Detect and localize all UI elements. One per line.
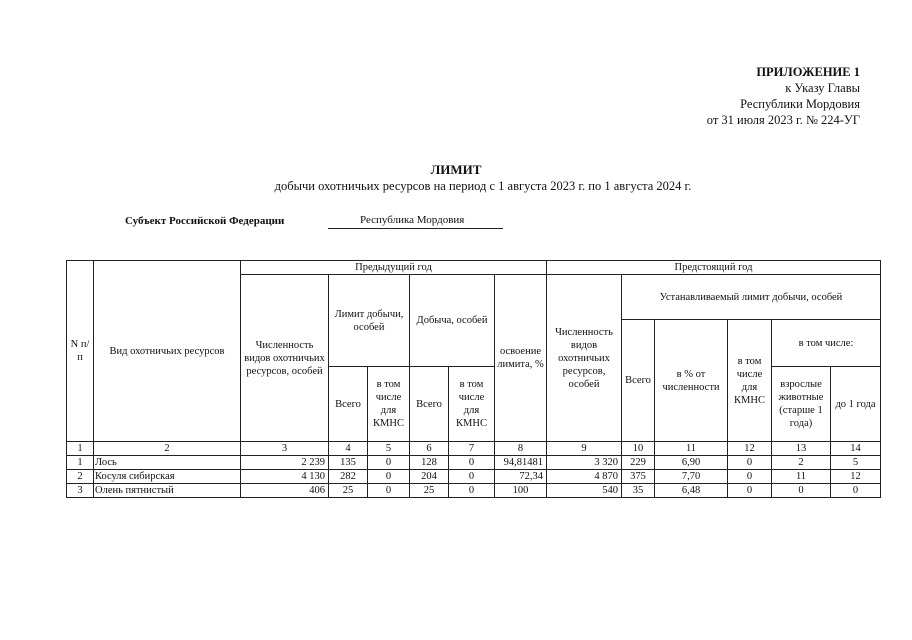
header-harvest-total: Всего bbox=[410, 367, 449, 442]
cell-harvest-kmns: 0 bbox=[449, 456, 495, 470]
header-population-prev: Численность видов охотничьих ресурсов, особей bbox=[241, 275, 329, 442]
header-harvest-kmns: в том числе для КМНС bbox=[449, 367, 495, 442]
cell-limit-total: 135 bbox=[329, 456, 368, 470]
cell-num: 1 bbox=[67, 456, 94, 470]
document-title: ЛИМИТ bbox=[430, 162, 482, 177]
table-row bbox=[67, 456, 881, 470]
cell-usage: 94,81481 bbox=[495, 456, 547, 470]
column-number: 7 bbox=[449, 442, 495, 456]
cell-usage: 72,34 bbox=[495, 470, 547, 484]
cell-species: Косуля сибирская bbox=[94, 470, 241, 484]
table-row bbox=[67, 484, 881, 498]
appendix-line-3: Республики Мордовия bbox=[740, 97, 860, 111]
appendix-line-2: к Указу Главы bbox=[785, 81, 860, 95]
table-row bbox=[67, 470, 881, 484]
column-number: 11 bbox=[655, 442, 728, 456]
cell-adults: 2 bbox=[772, 456, 831, 470]
column-number: 12 bbox=[728, 442, 772, 456]
column-number: 9 bbox=[547, 442, 622, 456]
header-adults: взрослые животные (старше 1 года) bbox=[772, 367, 831, 442]
cell-under1: 0 bbox=[831, 484, 881, 498]
cell-population: 406 bbox=[241, 484, 329, 498]
header-under1: до 1 года bbox=[831, 367, 881, 442]
column-number: 2 bbox=[94, 442, 241, 456]
cell-total-next: 375 bbox=[622, 470, 655, 484]
cell-limit-total: 25 bbox=[329, 484, 368, 498]
cell-kmns-next: 0 bbox=[728, 470, 772, 484]
appendix-line-4: от 31 июля 2023 г. № 224-УГ bbox=[706, 113, 860, 127]
cell-pct: 6,48 bbox=[655, 484, 728, 498]
header-limit-kmns: в том числе для КМНС bbox=[368, 367, 410, 442]
column-number: 8 bbox=[495, 442, 547, 456]
header-kmns-next: в том числе для КМНС bbox=[728, 320, 772, 442]
column-number: 3 bbox=[241, 442, 329, 456]
cell-under1: 12 bbox=[831, 470, 881, 484]
header-population-next: Численность видов охотничьих ресурсов, особей bbox=[547, 275, 622, 442]
header-usage: освоение лимита, % bbox=[495, 275, 547, 442]
header-harvest: Добыча, особей bbox=[410, 275, 495, 367]
cell-limit-total: 282 bbox=[329, 470, 368, 484]
column-number: 6 bbox=[410, 442, 449, 456]
appendix-block bbox=[707, 64, 860, 128]
column-number: 1 bbox=[67, 442, 94, 456]
cell-num: 3 bbox=[67, 484, 94, 498]
header-incl: в том числе: bbox=[772, 320, 881, 367]
cell-limit-kmns: 0 bbox=[368, 470, 410, 484]
subject-value: Республика Мордовия bbox=[328, 213, 503, 229]
appendix-title: ПРИЛОЖЕНИЕ 1 bbox=[756, 65, 860, 79]
header-pct-of-pop: в % от численности bbox=[655, 320, 728, 442]
document-subtitle: добычи охотничьих ресурсов на период с 1 августа 2023 г. по 1 августа 2024 г. bbox=[274, 179, 692, 193]
cell-pct: 6,90 bbox=[655, 456, 728, 470]
cell-under1: 5 bbox=[831, 456, 881, 470]
header-limit-total: Всего bbox=[329, 367, 368, 442]
cell-species: Лось bbox=[94, 456, 241, 470]
column-number: 14 bbox=[831, 442, 881, 456]
cell-population-next: 3 320 bbox=[547, 456, 622, 470]
cell-species: Олень пятнистый bbox=[94, 484, 241, 498]
limit-table bbox=[66, 260, 881, 498]
header-prev-year: Предыдущий год bbox=[241, 261, 547, 275]
cell-population: 4 130 bbox=[241, 470, 329, 484]
cell-limit-kmns: 0 bbox=[368, 484, 410, 498]
cell-harvest-kmns: 0 bbox=[449, 470, 495, 484]
cell-kmns-next: 0 bbox=[728, 484, 772, 498]
column-number: 13 bbox=[772, 442, 831, 456]
cell-num: 2 bbox=[67, 470, 94, 484]
cell-adults: 0 bbox=[772, 484, 831, 498]
cell-total-next: 229 bbox=[622, 456, 655, 470]
cell-usage: 100 bbox=[495, 484, 547, 498]
cell-total-next: 35 bbox=[622, 484, 655, 498]
header-next-year: Предстоящий год bbox=[547, 261, 881, 275]
column-number: 10 bbox=[622, 442, 655, 456]
header-limit: Лимит добычи, особей bbox=[329, 275, 410, 367]
cell-limit-kmns: 0 bbox=[368, 456, 410, 470]
cell-population-next: 540 bbox=[547, 484, 622, 498]
column-number-row bbox=[67, 442, 881, 456]
cell-harvest-total: 128 bbox=[410, 456, 449, 470]
subject-label: Субъект Российской Федерации bbox=[125, 215, 285, 227]
header-species: Вид охотничьих ресурсов bbox=[94, 261, 241, 442]
cell-population: 2 239 bbox=[241, 456, 329, 470]
header-total-next: Всего bbox=[622, 320, 655, 442]
cell-kmns-next: 0 bbox=[728, 456, 772, 470]
cell-harvest-total: 25 bbox=[410, 484, 449, 498]
header-set-limit: Устанавливаемый лимит добычи, особей bbox=[622, 275, 881, 320]
cell-harvest-total: 204 bbox=[410, 470, 449, 484]
column-number: 5 bbox=[368, 442, 410, 456]
cell-harvest-kmns: 0 bbox=[449, 484, 495, 498]
cell-adults: 11 bbox=[772, 470, 831, 484]
column-number: 4 bbox=[329, 442, 368, 456]
cell-pct: 7,70 bbox=[655, 470, 728, 484]
cell-population-next: 4 870 bbox=[547, 470, 622, 484]
header-num: N п/п bbox=[67, 261, 94, 442]
